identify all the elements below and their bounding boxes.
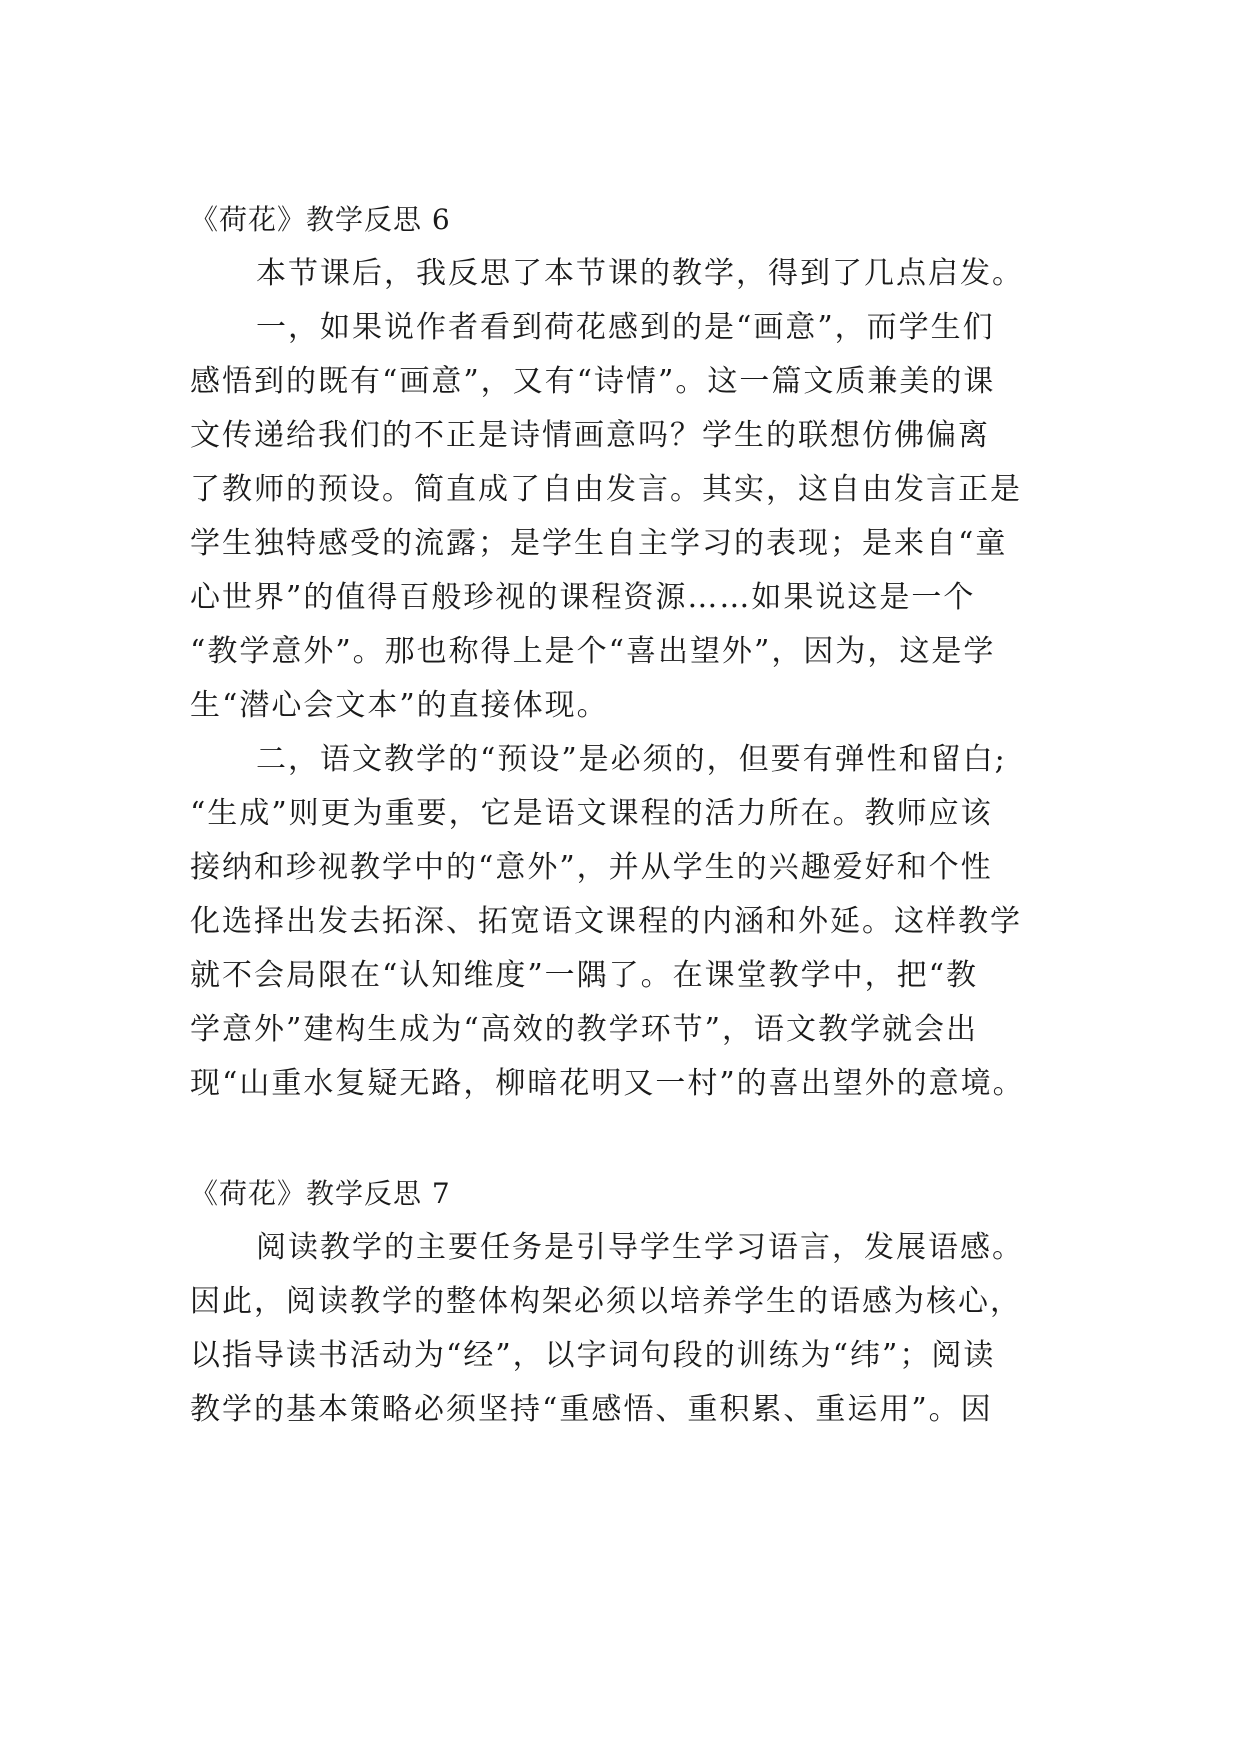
paragraph-line: 二，语文教学的“预设”是必须的，但要有弹性和留白; — [256, 742, 1007, 777]
paragraph-line: 现“山重水复疑无路，柳暗花明又一村”的喜出望外的意境。 — [190, 1066, 1025, 1101]
paragraph-line: 感悟到的既有“画意”，又有“诗情”。这一篇文质兼美的课 — [190, 364, 996, 399]
paragraph-line: 阅读教学的主要任务是引导学生学习语言，发展语感。 — [256, 1230, 1024, 1265]
paragraph-line: 了教师的预设。简直成了自由发言。其实，这自由发言正是 — [190, 472, 1022, 507]
paragraph-line: 以指导读书活动为“经”，以字词句段的训练为“纬”；阅读 — [190, 1338, 996, 1373]
paragraph-line: “生成”则更为重要，它是语文课程的活力所在。教师应该 — [190, 796, 993, 831]
paragraph-line: 就不会局限在“认知维度”一隅了。在课堂教学中，把“教 — [190, 958, 979, 993]
paragraph-line: 心世界”的值得百般珍视的课程资源……如果说这是一个 — [190, 580, 976, 615]
paragraph-line: 文传递给我们的不正是诗情画意吗？学生的联想仿佛偏离 — [190, 418, 990, 453]
paragraph-line: 学生独特感受的流露；是学生自主学习的表现；是来自“童 — [190, 526, 1008, 561]
paragraph-line: 生“潜心会文本”的直接体现。 — [190, 688, 609, 723]
paragraph-line: 一，如果说作者看到荷花感到的是“画意”，而学生们 — [256, 310, 995, 345]
paragraph-line: 本节课后，我反思了本节课的教学，得到了几点启发。 — [256, 256, 1024, 291]
section-title: 《荷花》教学反思 6 — [190, 203, 451, 236]
paragraph-line: 因此，阅读教学的整体构架必须以培养学生的语感为核心， — [190, 1284, 1022, 1319]
paragraph-line: 化选择出发去拓深、拓宽语文课程的内涵和外延。这样教学 — [190, 904, 1022, 939]
paragraph-line: “教学意外”。那也称得上是个“喜出望外”，因为，这是学 — [190, 634, 996, 669]
paragraph-line: 学意外”建构生成为“高效的教学环节”，语文教学就会出 — [190, 1012, 979, 1047]
paragraph-line: 教学的基本策略必须坚持“重感悟、重积累、重运用”。因 — [190, 1392, 993, 1427]
section-title: 《荷花》教学反思 7 — [190, 1177, 451, 1210]
paragraph-line: 接纳和珍视教学中的“意外”，并从学生的兴趣爱好和个性 — [190, 850, 993, 885]
